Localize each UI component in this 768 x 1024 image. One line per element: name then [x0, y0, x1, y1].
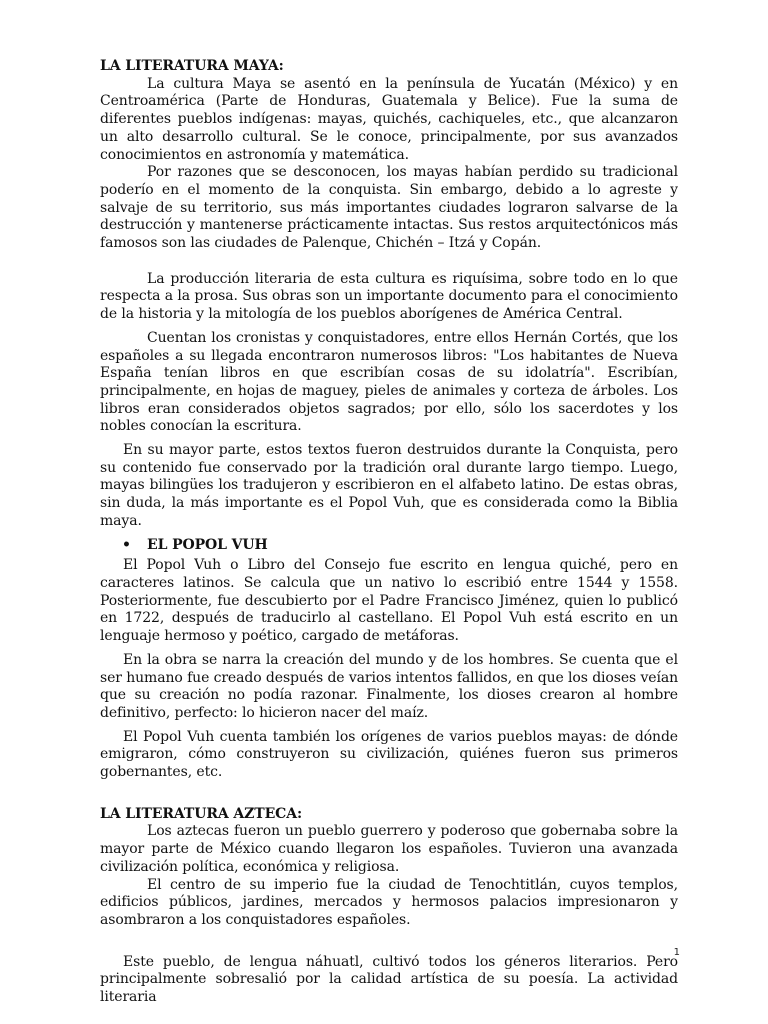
popol-vuh-paragraph-2: En la obra se narra la creación del mundo y de los hombres. Se cuenta que el ser humano fue creado después de varios intentos fallidos, en que los dioses veían que su creación no podía razonar. Finalmente, los dioses crearon al hombre definitivo, perfecto: lo hicieron nacer del maíz. — [100, 651, 678, 721]
maya-paragraph-1: La cultura Maya se asentó en la península de Yucatán (México) y en Centroamérica (Parte de Honduras, Guatemala y Belice). Fue la suma de diferentes pueblos indígenas: mayas, quichés, cachiqueles, etc., que alcanzaron un alto desarrollo cultural. Se le conoce, principalmente, por sus avanzados conocimientos en astronomía y matemática. — [100, 75, 678, 163]
maya-paragraph-3: La producción literaria de esta cultura es riquísima, sobre todo en lo que respecta a la prosa. Sus obras son un importante documento para el conocimiento de la historia y la mitología de los pueblos aborígenes de América Central. — [100, 270, 678, 323]
maya-heading: LA LITERATURA MAYA: — [100, 58, 284, 74]
maya-paragraph-2: Por razones que se desconocen, los mayas habían perdido su tradicional poderío en el momento de la conquista. Sin embargo, debido a lo agreste y salvaje de su territorio, sus más importantes ciudades lograron salvarse de la destrucción y mantenerse prácticamente intactas. Sus restos arquitectónicos más famosos son las ciudades de Palenque, Chichén – Itzá y Copán. — [100, 164, 678, 252]
popol-vuh-paragraph-3: El Popol Vuh cuenta también los orígenes de varios pueblos mayas: de dónde emigraron, cómo construyeron su civilización, quiénes fueron sus primeros gobernantes, etc. — [100, 728, 678, 781]
document-page — [100, 58, 678, 1007]
azteca-paragraph-2: El centro de su imperio fue la ciudad de Tenochtitlán, cuyos templos, edificios públicos, jardines, mercados y hermosos palacios impresionaron y asombraron a los conquistadores españoles. — [100, 876, 678, 928]
popol-vuh-heading-row — [100, 537, 678, 555]
bullet-icon: • — [122, 536, 131, 553]
azteca-heading: LA LITERATURA AZTECA: — [100, 805, 303, 822]
popol-vuh-heading: EL POPOL VUH — [147, 536, 268, 553]
azteca-paragraph-1: Los aztecas fueron un pueblo guerrero y poderoso que gobernaba sobre la mayor parte de México cuando llegaron los españoles. Tuvieron una avanzada civilización política, económica y religiosa. — [100, 823, 678, 875]
maya-paragraph-4: Cuentan los cronistas y conquistadores, entre ellos Hernán Cortés, que los españoles a su llegada encontraron numerosos libros: "Los habitantes de Nueva España tenían libros en que escribían cosas de su idolatría". Escribían, principalmente, en hojas de maguey, pieles de animales y corteza de árboles. Los libros eran considerados objetos sagrados; por ello, sólo los sacerdotes y los nobles conocían la escritura. — [100, 329, 678, 435]
azteca-paragraph-3: Este pueblo, de lengua náhuatl, cultivó todos los géneros literarios. Pero principalmente sobresalió por la calidad artística de su poesía. La actividad literaria — [100, 953, 678, 1006]
maya-paragraph-5: En su mayor parte, estos textos fueron destruidos durante la Conquista, pero su contenido fue conservado por la tradición oral durante largo tiempo. Luego, mayas bilingües los tradujeron y escribieron en el alfabeto latino. De estas obras, sin duda, la más importante es el Popol Vuh, que es considerada como la Biblia maya. — [100, 442, 678, 529]
popol-vuh-paragraph-1: El Popol Vuh o Libro del Consejo fue escrito en lengua quiché, pero en caracteres latinos. Se calcula que un nativo lo escribió entre 1544 y 1558. Posteriormente, fue descubierto por el Padre Francisco Jiménez, quien lo publicó en 1722, después de traducirlo al castellano. El Popol Vuh está escrito en un lenguaje hermoso y poético, cargado de metáforas. — [100, 557, 678, 645]
page-number: 1 — [673, 947, 680, 958]
